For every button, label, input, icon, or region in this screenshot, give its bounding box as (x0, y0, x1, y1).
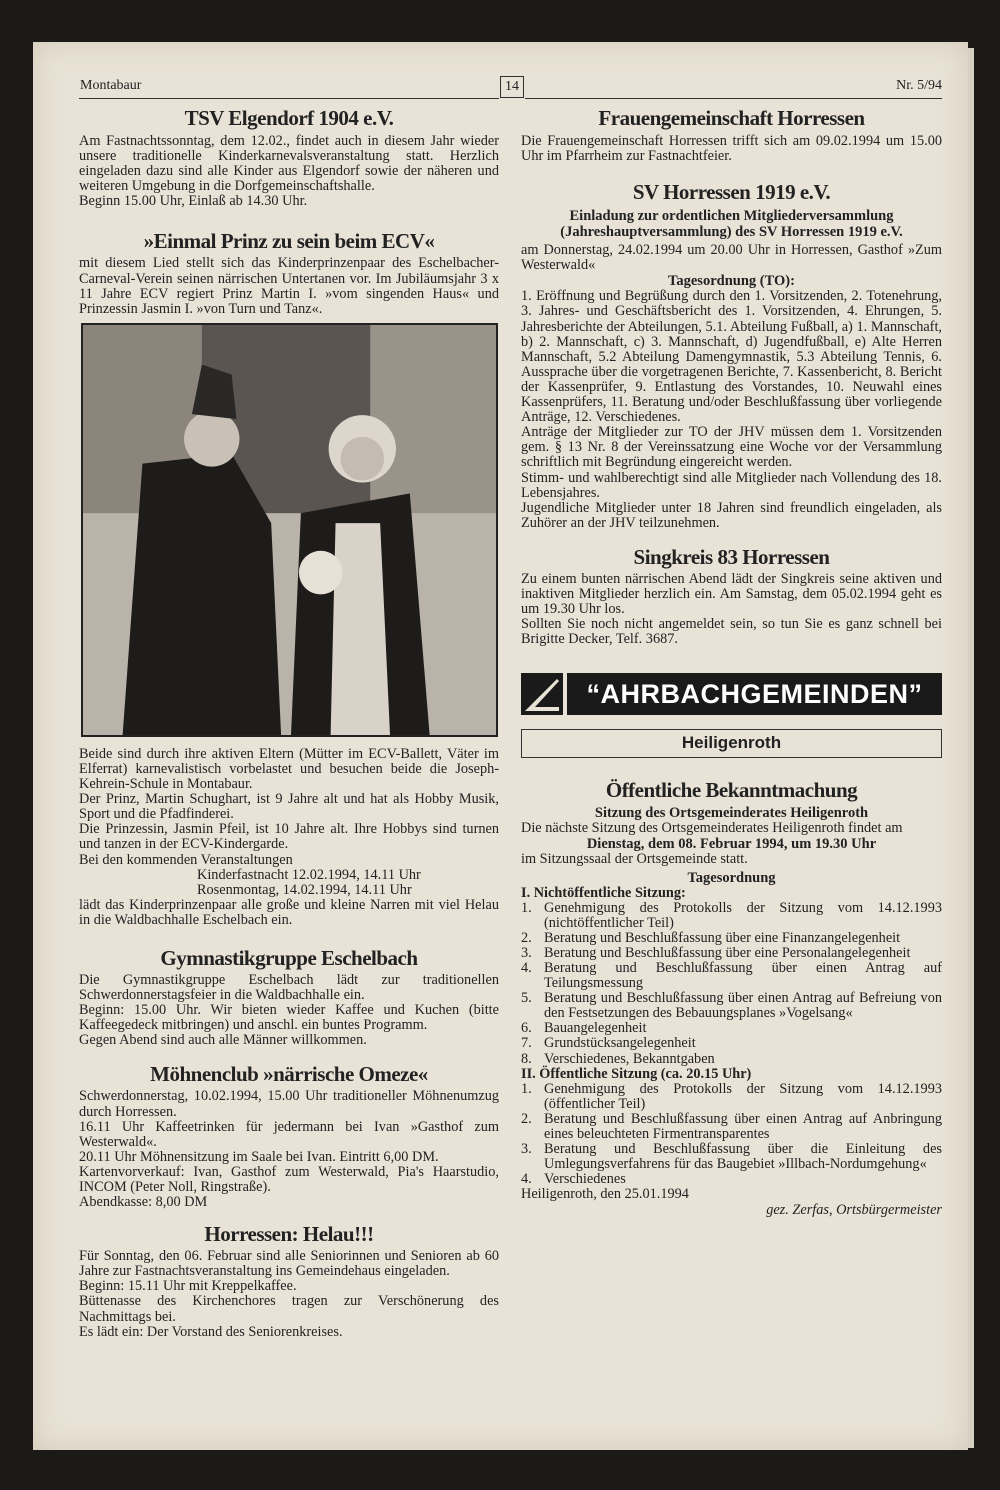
article-text: Stimm- und wahlberechtigt sind alle Mitglieder nach Vollendung des 18. Lebensjahres. (521, 469, 942, 501)
article-text: Schwerdonnerstag, 10.02.1994, 15.00 Uhr traditioneller Möhnenumzug durch Horressen. (79, 1088, 499, 1120)
article-title: Horressen: Helau!!! (204, 1222, 374, 1247)
header-rule (525, 98, 942, 99)
header-issue: Nr. 5/94 (896, 78, 942, 93)
article-text: 16.11 Uhr Kaffeetrinken für jedermann bei Ivan »Gasthof zum Westerwald«. (79, 1118, 499, 1150)
article-text: Die Prinzessin, Jasmin Pfeil, ist 10 Jahre alt. Ihre Hobbys sind turnen und tanzen in der ECV-Kindergarde. (79, 821, 499, 853)
article-title: Gymnastikgruppe Eschelbach (160, 945, 418, 970)
header-place: Montabaur (80, 78, 142, 93)
meeting-date: Dienstag, dem 08. Februar 1994, um 19.30 Uhr (586, 836, 877, 853)
agenda-item: 1. Genehmigung des Protokolls der Sitzung vom 14.12.1993 (nichtöffentlicher Teil) (521, 899, 942, 931)
agenda-heading: Tagesordnung (TO): (668, 273, 795, 290)
agenda-list (521, 1082, 942, 1188)
event-date: Rosenmontag, 14.02.1994, 14.11 Uhr (197, 881, 412, 898)
article-title: Öffentliche Bekanntmachung (605, 778, 858, 803)
article-text: Die nächste Sitzung des Ortsgemeinderates Heiligenroth findet am (521, 820, 903, 837)
agenda-item: 7. Grundstücksangelegenheit (521, 1035, 696, 1052)
article-text: 20.11 Uhr Möhnensitzung im Saale bei Ivan. Eintritt 6,00 DM. (79, 1148, 439, 1165)
agenda-item: 4. Beratung und Beschlußfassung über einen Antrag auf Teilungsmessung (521, 960, 942, 992)
article-text: Zu einem bunten närrischen Abend lädt der Singkreis seine aktiven und inaktiven Mitglieder herzlich ein. Am Samstag, dem 05.02.1994 geht es um 19.30 Uhr los. (521, 570, 942, 618)
article-text: Büttenasse des Kirchenchores tragen zur Verschönerung des Nachmittags bei. (79, 1293, 499, 1325)
article-title: »Einmal Prinz zu sein beim ECV« (143, 229, 435, 254)
page-number: 14 (500, 76, 524, 98)
agenda-list (521, 901, 942, 1067)
article-text: Für Sonntag, den 06. Februar sind alle Seniorinnen und Senioren ab 60 Jahre zur Fastnachtsveranstaltung ins Gemeindehaus eingeladen. (79, 1248, 499, 1280)
article-text: Beginn: 15.00 Uhr. Wir bieten wieder Kaffee und Kuchen (bitte Kaffeegedeck mitbringen) und anschl. ein buntes Programm. (79, 1002, 499, 1034)
article-text: Der Prinz, Martin Schughart, ist 9 Jahre alt und hat als Hobby Musik, Sport und die Pfadfinderei. (79, 791, 499, 823)
agenda-item: 2. Beratung und Beschlußfassung über einen Antrag auf Anbringung eines beleuchteten Firmentransparentes (521, 1110, 942, 1143)
article-text: Beide sind durch ihre aktiven Eltern (Mütter im ECV-Ballett, Väter im Elferrat) karnevalistisch vorbelastet und besuchen beide die Joseph-Kehrein-Schule in Montabaur. (79, 745, 499, 793)
agenda-item: 3. Beratung und Beschlußfassung über eine Personalangelegenheit (521, 944, 911, 961)
article-text: Beginn: 15.11 Uhr mit Kreppelkaffee. (79, 1278, 297, 1295)
municipality-heading: Heiligenroth (521, 729, 942, 758)
left-column (79, 106, 499, 1340)
agenda-item: 3. Beratung und Beschlußfassung über die Einleitung des Umlegungsverfahrens für das Baugebiet »Illbach-Nordumgehung« (521, 1141, 942, 1173)
ahrbach-logo-icon (521, 673, 563, 715)
article-text: Beginn 15.00 Uhr, Einlaß ab 14.30 Uhr. (79, 193, 308, 210)
agenda-heading: Tagesordnung (687, 869, 776, 886)
agenda-item: 1. Genehmigung des Protokolls der Sitzung vom 14.12.1993 (öffentlicher Teil) (521, 1080, 942, 1112)
prince-couple-photo (81, 323, 498, 737)
article-title: Möhnenclub »närrische Omeze« (150, 1062, 428, 1087)
article-title: TSV Elgendorf 1904 e.V. (184, 106, 394, 130)
article-subtitle: Sitzung des Ortsgemeinderates Heiligenroth (594, 805, 869, 822)
header-rule (79, 98, 499, 99)
agenda-section: II. Öffentliche Sitzung (ca. 20.15 Uhr) (521, 1065, 752, 1082)
article-text: Bei den kommenden Veranstaltungen (79, 851, 293, 868)
article-text: Anträge der Mitglieder zur TO der JHV müssen dem 1. Vorsitzenden gem. § 13 Nr. 8 der Vereinssatzung eine Woche vor der Versammlung schriftlich mit Begründung eingereicht werden. (521, 424, 942, 471)
article-title: Frauengemeinschaft Horressen (598, 106, 865, 130)
section-banner (521, 673, 942, 715)
article-text: Kartenvorverkauf: Ivan, Gasthof zum Westerwald, Pia's Haarstudio, INCOM (Peter Noll, Ringstraße). (79, 1163, 499, 1195)
article-text: Gegen Abend sind auch alle Männer willkommen. (79, 1032, 367, 1049)
right-column (521, 106, 942, 1218)
banner-title: “AHRBACHGEMEINDEN” (567, 673, 942, 715)
article-text: Die Gymnastikgruppe Eschelbach lädt zur traditionellen Schwerdonnerstagsfeier in die Waldbachhalle ein. (79, 971, 499, 1004)
place-date: Heiligenroth, den 25.01.1994 (521, 1186, 689, 1203)
article-text: lädt das Kinderprinzenpaar alle große und kleine Narren mit viel Helau in die Waldbachhalle Eschelbach ein. (79, 896, 499, 928)
article-text: am Donnerstag, 24.02.1994 um 20.00 Uhr in Horressen, Gasthof »Zum Westerwald« (521, 242, 942, 274)
article-text: Sollten Sie noch nicht angemeldet sein, so tun Sie es ganz schnell bei Brigitte Decker, Telf. 3687. (521, 616, 942, 648)
article-subtitle: Einladung zur ordentlichen Mitgliederversammlung (Jahreshauptversammlung) des SV Horressen 1919 e.V. (560, 208, 903, 241)
article-text: mit diesem Lied stellt sich das Kinderprinzenpaar des Eschelbacher-Carneval-Verein seinen närrischen Untertanen vor. Im Jubiläumsjahr 3 x 11 Jahre ECV regiert Prinz Martin I. »vom singenden Haus« und Prinzessin Jasmin I. »von Turn und Tanz«. (79, 255, 499, 317)
agenda-item: 6. Bauangelegenheit (521, 1020, 647, 1037)
agenda-item: 4. Verschiedenes (521, 1171, 626, 1188)
article-text: im Sitzungssaal der Ortsgemeinde statt. (521, 851, 748, 868)
article-title: SV Horressen 1919 e.V. (632, 180, 831, 205)
article-text: 1. Eröffnung und Begrüßung durch den 1. Vorsitzenden, 2. Totenehrung, 3. Jahres- und Geschäftsbericht des 1. Vorsitzenden, 4. Ehrungen, 5. Jahresberichte der Abteilungen, 5.1. Abteilung Fußball, a) 1. Mannschaft, b) 2. Mannschaft, c) 3. Mannschaft, d) Jugendfußball, e) Alte Herren Mannschaft, 5.2 Abteilung Damengymnastik, 5.3 Abteilung Tennis, 6. Aussprache über die vorgetragenen Berichte, 7. Kassenbericht, 8. Bericht der Kassenprüfer, 9. Entlastung des Vorstandes, 10. Neuwahl eines Kassenprüfers, 11. Beratung und/oder Beschlußfassung über vorliegende Anträge, 12. Verschiedenes. (521, 288, 942, 426)
agenda-item: 2. Beratung und Beschlußfassung über eine Finanzangelegenheit (521, 929, 901, 946)
article-text: Die Frauengemeinschaft Horressen trifft sich am 09.02.1994 um 15.00 Uhr im Pfarrheim zur Fastnachtfeier. (521, 133, 942, 165)
agenda-item: 8. Verschiedenes, Bekanntgaben (521, 1050, 715, 1067)
agenda-section: I. Nichtöffentliche Sitzung: (521, 884, 686, 901)
article-title: Singkreis 83 Horressen (633, 544, 830, 569)
article-text: Jugendliche Mitglieder unter 18 Jahren sind freundlich eingeladen, als Zuhörer an der JHV teilzunehmen. (521, 499, 942, 531)
article-text: Es lädt ein: Der Vorstand des Seniorenkreises. (79, 1323, 343, 1340)
article-text: Abendkasse: 8,00 DM (79, 1194, 208, 1211)
signature: gez. Zerfas, Ortsbürgermeister (766, 1201, 942, 1218)
article-text: Am Fastnachtssonntag, dem 12.02., findet auch in diesem Jahr wieder unsere traditionelle Kinderkarnevalsveranstaltung statt. Herzlich eingeladen dazu sind alle Kinder aus Elgendorf sowie der näheren und weiteren Umgebung in die Dorfgemeinschaftshalle. (79, 133, 499, 195)
agenda-item: 5. Beratung und Beschlußfassung über einen Antrag auf Befreiung von den Festsetzungen des Bebauungsplanes »Vogelsang« (521, 990, 942, 1022)
event-date: Kinderfastnacht 12.02.1994, 14.11 Uhr (197, 866, 421, 883)
